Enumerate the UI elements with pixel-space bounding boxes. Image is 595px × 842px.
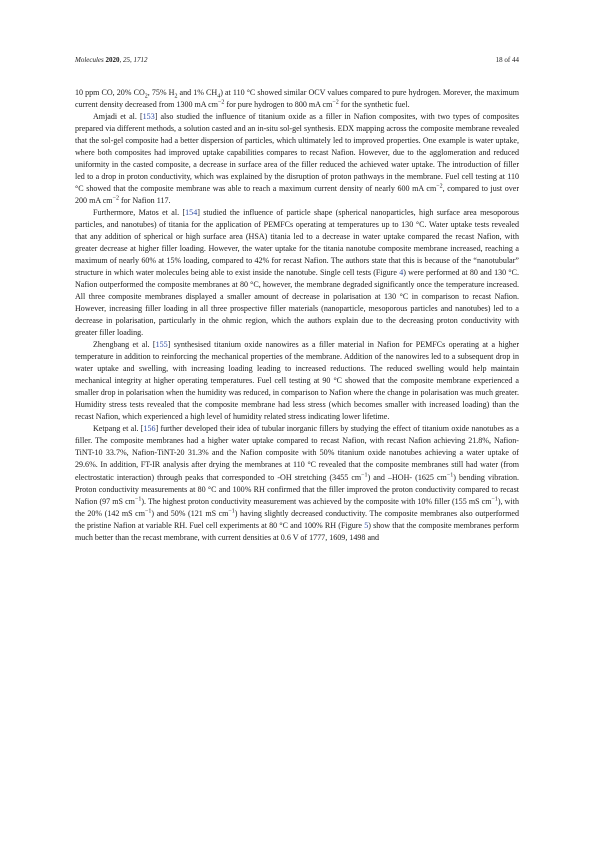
citation-link[interactable]: 155 (155, 340, 168, 350)
page-number: 18 of 44 (495, 56, 519, 64)
paragraph: Amjadi et al. [153] also studied the influence of titanium oxide as a filler in Nafion composites, with two types of composites prepared via different methods, a solution casted and an in-situ sol-gel synthesis. EDX mapping across the composite membrane revealed that the sol-gel composite had a better dispersion of particles, which ultimately led to improved properties. One example is water uptake, where both composites had improved uptake capabilities compares to recast Nafion. However, due to the agglomeration and reduced uniformity in the casted composite, a decrease in surface area of the filler reduced the achieved water uptake. The introduction of filler led to a drop in proton conductivity, which was explained by the disruption of proton pathways in the membrane. Fuel cell testing at 110 °C showed that the composite membrane was able to reach a maximum current density of nearly 600 mA $cm^{-2}$, compared to just over 200 mA $cm^{-2}$ for Nafion 117. (75, 112, 519, 206)
page-header (75, 56, 519, 65)
journal-citation: Molecules 2020, 25, 1712 (75, 56, 148, 64)
paragraph: Ketpang et al. [156] further developed their idea of tubular inorganic fillers by studying the effect of titanium oxide nanotubes as a filler. The composite membranes had a higher water uptake compared to recast Nafion, with recast Nafion achieving 21.8%, Nafion-TiNT-10 33.7%, Nafion-TiNT-20 31.3% and the Nafion composite with 50% titanium oxide nanotubes achieving a water uptake of 29.6%. In addition, FT-IR analysis after drying the membranes at 110 °C revealed that the composite membranes still had water (from electrostatic interaction) through peaks that corresponded to -OH stretching (3455 $cm^{-1}$) and –HOH- (1625 $cm^{-1}$) bending vibration. Proton conductivity measurements at 80 °C and 100% RH confirmed that the filler improved the proton conductivity compared to recast Nafion (97 mS $cm^{-1}$). The highest proton conductivity measurement was achieved by the composite with 10% filler (155 mS $cm^{-1}$), with the 20% (142 mS $cm^{-1}$) and 50% (121 mS $cm^{-1}$) having slightly decreased conductivity. The composite membranes also outperformed the pristine Nafion at variable RH. Fuel cell experiments at 80 °C and 100% RH (Figure 5) show that the composite membranes perform much better than the recast membrane, with current densities at 0.6 V of 1777, 1609, 1498 and (75, 424, 519, 542)
paragraph: 10 ppm CO, 20% $CO_2$, 75% $H_2$ and 1% $CH_4$) at 110 °C showed similar OCV values compared to pure hydrogen. Morever, the maximum current density decreased from 1300 mA $cm^{-2}$ for pure hydrogen to 800 mA $cm^{-2}$ for the synthetic fuel. (75, 88, 519, 110)
citation-link[interactable]: 154 (185, 208, 198, 218)
paragraph: Zhengbang et al. [155] synthesised titanium oxide nanowires as a filler material in Nafion for PEMFCs operating at a higher temperature in addition to reinforcing the mechanical properties of the membrane. Addition of the nanowires led to a subsequent drop in water uptake and swelling, with increasing loading leading to increased reductions. The reduced swelling would help maintain mechanical integrity at higher operating temperatures. Fuel cell testing at 90 °C showed that the composite membrane experienced a smaller drop in polarisation when the humidity was reduced, in comparison to Nafion where the change in polarisation was much greater. Humidity stress tests revealed that the composite membrane had less stress (which becomes smaller with increased loading) than the recast Nafion, which experienced a high level of humidity related stress indicating lower lifetime. (75, 340, 519, 422)
paragraph: Furthermore, Matos et al. [154] studied the influence of particle shape (spherical nanoparticles, high surface area mesoporous particles, and nanotubes) of titania for the application of PEMFCs operating at temperatures up to 130 °C. Water uptake tests revealed that any addition of spherical or high surface area (HSA) titania led to a decrease in water uptake compared the recast Nafion, with greater decrease at higher filler loading. However, the water uptake for the titania nanotube composite membrane increased, reaching a maximum of nearly 60% at 15% loading, compared to 42% for recast Nafion. The authors state that this is because of the “nanotubular” structure in which water molecules being able to exist inside the nanotube. Single cell tests (Figure 4) were performed at 80 and 130 °C. Nafion outperformed the composite membranes at 80 °C, however, the membrane degraded significantly once the temperature increased. All three composite membranes displayed a smaller amount of decrease in polarisation at 130 °C in comparison to recast Nafion. However, increasing filler loading in all three prospective filler materials (nanoparticle, mesoporous particles and nanotubes) led to a decrease in polarisation, particularly in the ohmic region, which the authors explain due to the decreasing proton conductivity with greater filler loading. (75, 208, 519, 338)
figure-link[interactable]: 5 (364, 520, 369, 530)
figure-link[interactable]: 4 (399, 268, 404, 278)
article-body (75, 87, 519, 544)
citation-link[interactable]: 153 (142, 112, 155, 122)
citation-link[interactable]: 156 (143, 424, 156, 434)
